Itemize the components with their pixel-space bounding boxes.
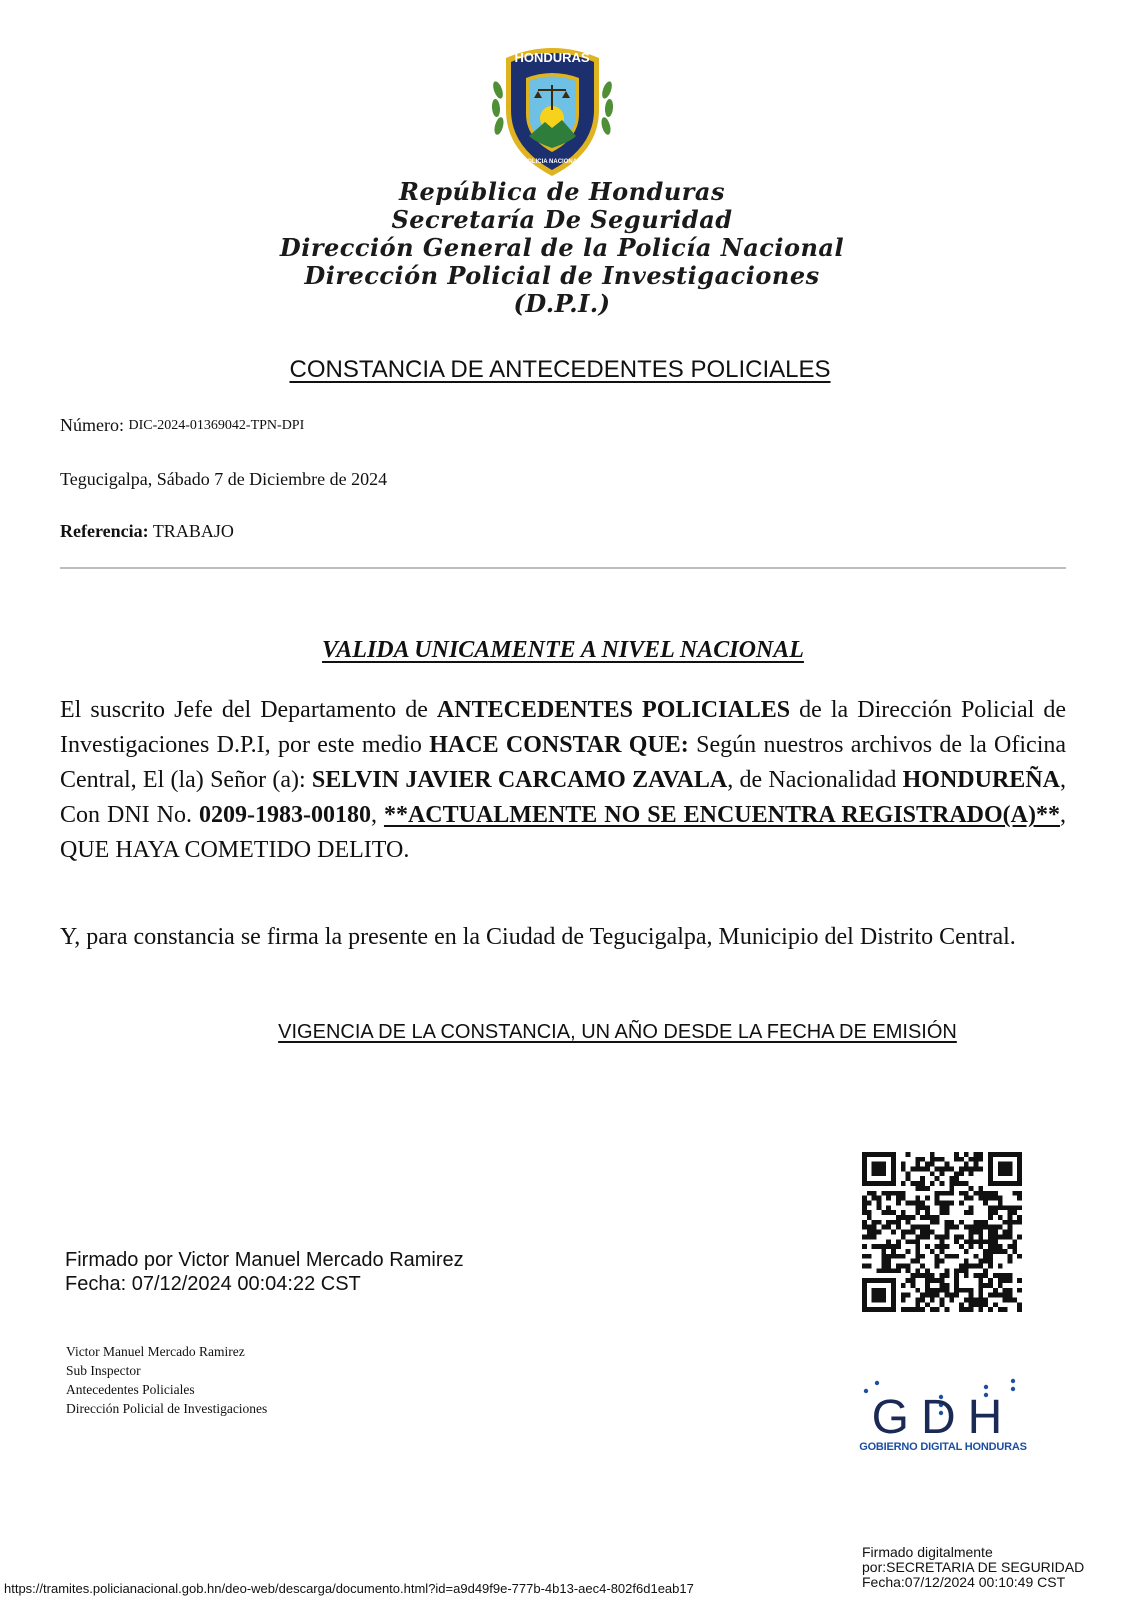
referencia-label: Referencia:	[60, 521, 149, 541]
digital-signature-stamp	[862, 1545, 1084, 1590]
signed-by: Firmado por Victor Manuel Mercado Ramirez	[65, 1249, 464, 1271]
referencia-row	[60, 521, 234, 542]
dni-number: 0209-1983-00180	[198, 802, 371, 828]
body-text: de la Dirección Policial de Investigaciones D.P.I, por este medio	[60, 697, 1066, 758]
signed-date: Fecha: 07/12/2024 00:04:22 CST	[65, 1273, 361, 1295]
hace-constar: HACE CONSTAR QUE:	[429, 732, 689, 758]
gdh-caption: GOBIERNO DIGITAL HONDURAS	[859, 1441, 1027, 1453]
divider	[60, 567, 1066, 569]
body-text: , de Nacionalidad	[727, 767, 903, 793]
validity-notice: VALIDA UNICAMENTE A NIVEL NACIONAL	[322, 637, 804, 663]
signer-details	[66, 1342, 267, 1418]
gdh-letters: GDH	[871, 1391, 1015, 1444]
signer-line: Antecedentes Policiales	[66, 1382, 195, 1397]
lugar: Tegucigalpa,	[60, 469, 153, 489]
signer-line: Dirección Policial de Investigaciones	[66, 1401, 268, 1416]
validity-period: VIGENCIA DE LA CONSTANCIA, UN AÑO DESDE LA FECHA DE EMISIÓN	[278, 1021, 957, 1043]
body-text: , QUE HAYA COMETIDO DELITO.	[60, 802, 1066, 863]
digital-line: Fecha:07/12/2024 00:10:49 CST	[862, 1574, 1066, 1590]
signer-line: Victor Manuel Mercado Ramirez	[66, 1344, 245, 1359]
closing-paragraph: Y, para constancia se firma la presente en la Ciudad de Tegucigalpa, Municipio del Distrito Central.	[60, 924, 1016, 950]
heading-line: República de Honduras	[399, 177, 725, 206]
badge-bottom-text: POLICIA NACIONAL	[523, 159, 581, 165]
heading-line: Dirección Policial de Investigaciones	[304, 261, 820, 290]
signer-line: Sub Inspector	[66, 1363, 141, 1378]
institution-heading	[262, 178, 862, 318]
document-url[interactable]: https://tramites.policianacional.gob.hn/deo-web/descarga/documento.html?id=a9d49f9e-777b-4b13-aec4-802f6d1eab17	[4, 1581, 694, 1596]
body-text: , Con DNI No.	[60, 767, 1066, 828]
certification-paragraph	[60, 693, 1066, 868]
heading-line: Secretaría De Seguridad	[391, 205, 733, 234]
qr-code	[862, 1152, 1022, 1312]
badge-top-text: HONDURAS	[514, 50, 590, 65]
digital-line: por:SECRETARIA DE SEGURIDAD	[862, 1559, 1085, 1575]
heading-line: Dirección General de la Policía Nacional	[279, 233, 845, 262]
body-text: ,	[370, 802, 384, 828]
signature-block	[65, 1248, 464, 1296]
body-text: Según nuestros archivos de la Oficina Central, El (la) Señor (a):	[60, 732, 1067, 793]
body-text: El suscrito Jefe del Departamento de	[60, 697, 437, 723]
numero-label: Número:	[60, 415, 124, 435]
digital-line: Firmado digitalmente	[862, 1544, 993, 1560]
fecha-row	[60, 469, 387, 490]
referencia-value: TRABAJO	[152, 521, 234, 541]
heading-line: (D.P.I.)	[513, 289, 611, 318]
gdh-logo	[848, 1375, 1038, 1475]
person-name: SELVIN JAVIER CARCAMO ZAVALA	[311, 767, 728, 793]
department-name: ANTECEDENTES POLICIALES	[436, 697, 791, 723]
numero-row	[60, 415, 304, 436]
fecha: Sábado 7 de Diciembre de 2024	[156, 469, 388, 489]
record-status: **ACTUALMENTE NO SE ENCUENTRA REGISTRADO(A)**	[383, 802, 1060, 828]
document-title: CONSTANCIA DE ANTECEDENTES POLICIALES	[289, 356, 831, 383]
numero-value: DIC-2024-01369042-TPN-DPI	[128, 418, 305, 433]
police-badge-logo	[490, 40, 615, 180]
nationality: HONDUREÑA	[902, 767, 1060, 793]
